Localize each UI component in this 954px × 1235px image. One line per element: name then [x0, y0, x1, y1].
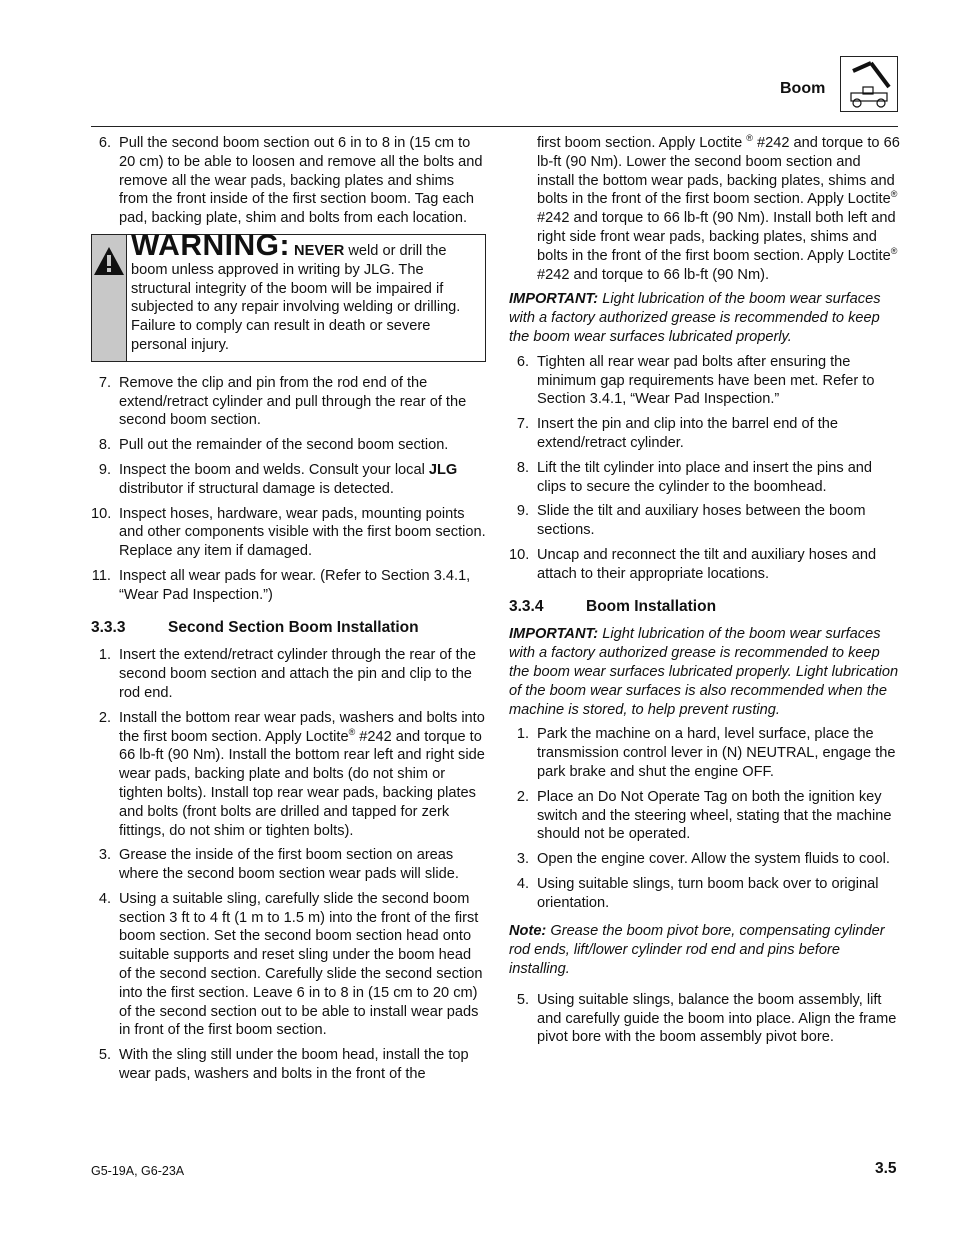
- list-item: 8. Lift the tilt cylinder into place and insert the pins and clips to secure the cylinder to the boomhead.: [516, 459, 873, 495]
- list-item: 4. Using suitable slings, turn boom back over to original orientation.: [516, 875, 879, 911]
- left-column: [91, 134, 486, 1090]
- list-item: 4. Using a suitable sling, carefully slide the second boom section 3 ft to 4 ft (1 m to 1.5 m) into the front of the first boom section. Set the second boom section head onto suitable supports and reset sling under the boom head of the second section. Carefully slide the second section into the first section. Leave 6 in to 8 in (15 cm to 20 cm) of the second section out to be able to install wear pads in front of the first boom section.: [98, 890, 483, 1039]
- warning-heading: WARNING:: [131, 228, 290, 262]
- header-divider: [91, 126, 898, 127]
- list-item: 9. Slide the tilt and auxiliary hoses between the boom sections.: [516, 503, 866, 539]
- section-heading: 3.3.4 Boom Installation: [509, 597, 717, 615]
- warning-box: [91, 228, 486, 362]
- list-item: 7. Remove the clip and pin from the rod end of the extend/retract cylinder and pull through the rear of the second boom section.: [98, 374, 467, 429]
- telehandler-boom-icon: [840, 56, 898, 112]
- note: Note: Grease the boom pivot bore, compensating cylinder rod ends, lift/lower cylinder rod end and pins before installing.: [509, 923, 885, 978]
- warning-never: NEVER: [294, 242, 345, 259]
- list-item: 1. Insert the extend/retract cylinder through the rear of the second boom section and attach the pin and clip to the rod end.: [98, 647, 476, 701]
- list-item: 1. Park the machine on a hard, level surface, place the transmission control lever in (N) NEUTRAL, engage the park brake and shut the engine OFF.: [516, 726, 896, 780]
- list-item: 5. With the sling still under the boom head, install the top wear pads, washers and bolts in the front of the: [98, 1047, 469, 1083]
- right-column: [509, 134, 901, 1053]
- list-item: 10. Uncap and reconnect the tilt and auxiliary hoses and attach to their appropriate locations.: [509, 546, 877, 582]
- list-item: 2. Install the bottom rear wear pads, washers and bolts into the first boom section. Apply Loctite® #242 and torque to 66 lb-ft (90 Nm). Install the bottom rear left and right side wear pads, backing plate and bolts (do not shim or tighten bolts). Install top rear wear pads, backing plates and bolts (front bolts are drilled and tapped for zerk fittings, do not shim or tighten bolts).: [98, 709, 485, 839]
- list-item: 8. Pull out the remainder of the second boom section.: [98, 437, 449, 454]
- list-item: 3. Grease the inside of the first boom section on areas where the second boom section wear pads will slide.: [98, 847, 459, 883]
- list-item: 7. Insert the pin and clip into the barrel end of the extend/retract cylinder.: [516, 416, 838, 451]
- page-number: 3.5: [875, 1160, 897, 1177]
- warning-text: weld or drill the boom unless approved in writing by JLG. The structural integrity of the boom will be impaired if subjected to any repair involving welding or drilling. Failure to comply can result in death or severe personal injury.: [131, 242, 461, 353]
- continued-paragraph: first boom section. Apply Loctite ® #242 and torque to 66 lb-ft (90 Nm). Lower the second boom section and install the bottom wear pads, backing plates, shims and bolts in the front of the first boom section. Apply Loctite® #242 and torque to 66 lb-ft (90 Nm). Install both left and right side front wear pads, backing plates, shims and bolts in the front of the first boom section. Apply Loctite® #242 and torque to 66 lb-ft (90 Nm).: [537, 133, 900, 283]
- list-item: 3. Open the engine cover. Allow the system fluids to cool.: [516, 851, 890, 868]
- page-header-title: Boom: [780, 80, 826, 97]
- list-item: 11. Inspect all wear pads for wear. (Refer to Section 3.4.1, “Wear Pad Inspection.”): [91, 567, 471, 603]
- list-item: 6. Tighten all rear wear pad bolts after ensuring the minimum gap requirements have been met. Refer to Section 3.4.1, “Wear Pad Inspection.”: [516, 353, 875, 408]
- important-note: IMPORTANT: Light lubrication of the boom wear surfaces with a factory authorized grease is recommended to keep the boom wear surfaces lubricated properly. Light lubrication of the boom wear surfaces is also recommended when the machine is stored, to help prevent rusting.: [509, 626, 899, 718]
- list-item: 2. Place an Do Not Operate Tag on both the ignition key switch and the steering wheel, stating that the machine should not be operated.: [516, 788, 892, 843]
- section-heading: 3.3.3 Second Section Boom Installation: [91, 618, 419, 636]
- list-item: 5. Using suitable slings, balance the boom assembly, lift and carefully guide the boom into place. Align the frame pivot bore with the boom assembly pivot bore.: [516, 991, 897, 1046]
- footer-model: G5-19A, G6-23A: [91, 1164, 185, 1178]
- important-note: IMPORTANT: Light lubrication of the boom wear surfaces with a factory authorized grease is recommended to keep the boom wear surfaces lubricated properly.: [509, 291, 881, 345]
- list-item: 6. Pull the second boom section out 6 in to 8 in (15 cm to 20 cm) to be able to loosen and remove all the bolts and remove all the wear pads, backing plates and shims from the front inside of the first section boom. Tag each pad, backing plate, shim and bolts from each location.: [98, 135, 483, 227]
- list-item: 9. Inspect the boom and welds. Consult your local JLG distributor if structural damage is detected.: [98, 461, 458, 497]
- warning-triangle-icon: [92, 245, 126, 277]
- brand-name: JLG: [428, 461, 458, 478]
- list-item: 10. Inspect hoses, hardware, wear pads, mounting points and other components visible with the first boom section. Replace any item if damaged.: [91, 505, 486, 560]
